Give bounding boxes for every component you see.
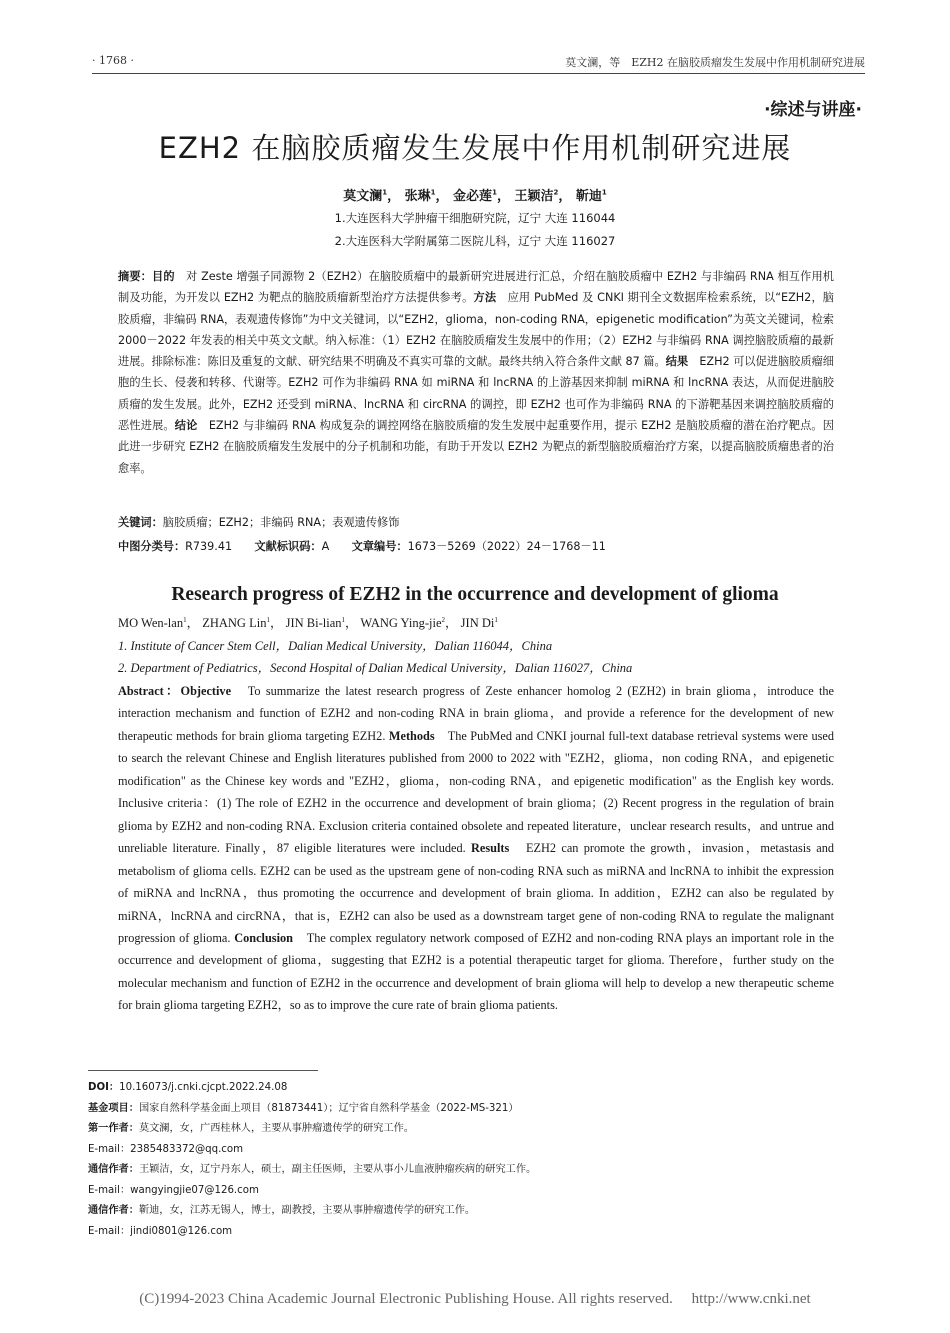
fund-line xyxy=(88,1099,519,1114)
methods-label-en: Methods xyxy=(388,728,435,743)
authors-en: MO Wen-lan$^1$， ZHANG Lin$^1$， JIN Bi-lian$^1$， WANG Ying-jie$^2$， JIN Di$^1$ xyxy=(118,615,498,630)
first-author-email: E-mail：2385483372@qq.com xyxy=(88,1144,244,1155)
results-label: 结果 xyxy=(665,355,689,369)
authors-cn: 莫文澜$^1$， 张琳$^1$， 金必莲$^1$， 王颖洁$^2$， 靳迪$^1$ xyxy=(343,188,607,204)
author-aff-mark: 1 xyxy=(183,615,187,624)
doi-label: DOI： xyxy=(88,1082,120,1093)
methods-text: 应用 PubMed 及 CNKI 期刊全文数据库检索系统，以“EZH2，脑胶质瘤，非编码 RNA，表观遗传修饰”为中文关键词，以“EZH2，glioma，non-coding RNA，epigenetic modification”为英文关键词，检索 2000－2022 年发表的相关中英文文献。纳入标准：（1）EZH2 在脑胶质瘤发生发展中的作用；（2）EZH2 与非编码 RNA 调控脑胶质瘤的最新进展。排除标准：陈旧及重复的文献、研究结果不明确及不真实可靠的文献。最终共纳入符合条件文献 87 篇。 xyxy=(118,291,834,369)
keywords-value: 脑胶质瘤；EZH2；非编码 RNA；表观遗传修饰 xyxy=(162,516,400,529)
doc-code-value: A xyxy=(321,540,330,553)
header-divider xyxy=(92,73,865,74)
corr1-label: 通信作者： xyxy=(88,1164,139,1175)
conclusion-text-en: The complex regulatory network composed of EZH2 and non-coding RNA plays an important role in the occurrence and development of glioma，suggesting that EZH2 is a potential therapeutic target for glioma. Therefore，further study on the molecular mechanism and function of EZH2 in the occurrence and development of brain glioma will help to develop a new therapeutic scheme for brain glioma targeting EZH2，so as to improve the cure rate of brain glioma patients. xyxy=(118,930,834,1013)
author-cn: 王颖洁 xyxy=(514,189,554,204)
affiliation-en-1: 1. Institute of Cancer Stem Cell，Dalian Medical University，Dalian 116044，China xyxy=(118,639,553,653)
running-title: 莫文澜，等 EZH2 在脑胶质瘤发生发展中作用机制研究进展 xyxy=(565,56,865,69)
objective-label: 目的 xyxy=(152,270,175,283)
corr2-label: 通信作者： xyxy=(88,1205,139,1216)
methods-text-en: The PubMed and CNKI journal full-text database retrieval systems were used to search the relevant Chinese and English literatures published from 2000 to 2022 with "EZH2，glioma，non coding RNA，and epigenetic modification" as the Chinese key words and "EZH2，glioma，non-coding RNA，and epigenetic modification" as the English key words. Inclusive criteria：(1) The role of EZH2 in the occurrence and development of brain glioma；(2) Recent progress in the regulation of brain glioma by EZH2 and non-coding RNA. Exclusion criteria contained obsolete and repeated literature，unclear research results，and untrue and unreliable literature. Finally，87 eligible literatures were included. xyxy=(118,728,834,856)
corresponding-author-2-email: E-mail：jindi0801@126.com xyxy=(88,1226,233,1237)
author-aff-mark: 1 xyxy=(492,188,497,197)
fund-label: 基金项目： xyxy=(88,1103,139,1114)
keywords-cn xyxy=(118,514,834,530)
author-aff-mark: 1 xyxy=(494,615,498,624)
conclusion-label: 结论 xyxy=(174,419,198,433)
objective-text: 对 Zeste 增强子同源物 2（EZH2）在脑胶质瘤中的最新研究进展进行汇总，介绍在脑胶质瘤中 EZH2 与非编码 RNA 相互作用机制及功能，为开发以 EZH2 为靶点的脑胶质瘤新型治疗方法提供参考。 xyxy=(118,270,834,305)
corresponding-author-1 xyxy=(88,1160,536,1175)
author-aff-mark: 2 xyxy=(553,188,559,197)
author-en: JIN Di xyxy=(460,616,495,630)
abstract-cn xyxy=(118,266,834,479)
affiliation-en-2: 2. Department of Pediatrics，Second Hospital of Dalian Medical University，Dalian 116027，China xyxy=(118,661,633,675)
classification-cn xyxy=(118,538,834,554)
copyright-notice: (C)1994-2023 China Academic Journal Electronic Publishing House. All rights reserved. http://www.cnki.net xyxy=(139,1291,811,1307)
article-no-value: 1673－5269（2022）24－1768－11 xyxy=(407,540,606,553)
author-aff-mark: 1 xyxy=(382,188,388,197)
author-aff-mark: 1 xyxy=(430,188,436,197)
doi-value: 10.16073/j.cnki.cjcpt.2022.24.08 xyxy=(119,1082,288,1093)
author-en: JIN Bi-lian xyxy=(285,616,342,630)
corresponding-author-1-email: E-mail：wangyingjie07@126.com xyxy=(88,1185,259,1196)
objective-label-en: Objective xyxy=(180,684,232,698)
objective-text-en: To summarize the latest research progress of Zeste enhancer homolog 2 (EZH2) in brain glioma，introduce the interaction mechanism and function of EZH2 and non-coding RNA in brain glioma，and provide a reference for the development of new therapeutic methods for brain glioma targeting EZH2. xyxy=(118,684,834,743)
doc-code-label: 文献标识码： xyxy=(254,540,322,553)
article-no-label: 文章编号： xyxy=(351,540,408,553)
author-aff-mark: 1 xyxy=(341,615,345,624)
author-cn: 靳迪 xyxy=(575,189,602,204)
affiliation-cn-1: 1.大连医科大学肿瘤干细胞研究院，辽宁 大连 116044 xyxy=(334,211,616,225)
abstract-label-en: Abstract： xyxy=(118,684,181,698)
corresponding-author-2 xyxy=(88,1201,475,1216)
abstract-label: 摘要： xyxy=(118,270,153,283)
author-cn: 张琳 xyxy=(404,189,431,204)
corr1-value: 王颖洁，女，辽宁丹东人，硕士，副主任医师，主要从事小儿血液肿瘤疾病的研究工作。 xyxy=(138,1164,537,1175)
author-aff-mark: 1 xyxy=(266,615,270,624)
results-text: EZH2 可以促进脑胶质瘤细胞的生长、侵袭和转移、代谢等。EZH2 可作为非编码 RNA 如 miRNA 和 lncRNA 的上游基因来抑制 miRNA 和 lncRNA 表达，从而促进脑胶质瘤的发生发展。此外，EZH2 还受到 miRNA、lncRNA 和 circRNA 的调控，即 EZH2 也可作为非编码 RNA 的下游靶基因来调控脑胶质瘤的恶性进展。 xyxy=(118,355,834,433)
author-aff-mark: 1 xyxy=(601,188,607,197)
author-en: WANG Ying-jie xyxy=(360,616,442,630)
results-text-en: EZH2 can promote the growth，invasion，metastasis and metabolism of glioma cells. EZH2 can be used as the upstream gene of non-coding RNA such as miRNA and lncRNA to inhibit the expression of miRNA and lncRNA，thus promoting the occurrence and development of brain glioma. In addition，EZH2 can also be regulated by miRNA，lncRNA and circRNA，that is，EZH2 can also be used as a downstream target gene of non-coding RNA to regulate the malignant progression of glioma. xyxy=(118,841,834,945)
author-cn: 金必莲 xyxy=(453,189,493,204)
fund-value: 国家自然科学基金面上项目（81873441）；辽宁省自然科学基金（2022-MS-321） xyxy=(138,1103,519,1114)
affiliation-cn-2: 2.大连医科大学附属第二医院儿科，辽宁 大连 116027 xyxy=(334,234,616,248)
author-en: MO Wen-lan xyxy=(118,616,184,630)
corr2-value: 靳迪，女，江苏无锡人，博士，副教授，主要从事肿瘤遗传学的研究工作。 xyxy=(138,1205,476,1216)
first-author-label: 第一作者： xyxy=(88,1123,139,1134)
author-aff-mark: 2 xyxy=(441,615,446,624)
author-en: ZHANG Lin xyxy=(202,616,267,630)
conclusion-label-en: Conclusion xyxy=(234,930,293,945)
first-author-value: 莫文澜，女，广西桂林人，主要从事肿瘤遗传学的研究工作。 xyxy=(138,1123,414,1134)
article-title-cn: EZH2 在脑胶质瘤发生发展中作用机制研究进展 xyxy=(158,131,792,165)
results-label-en: Results xyxy=(471,841,510,856)
methods-label: 方法 xyxy=(473,291,497,305)
page-number: · 1768 · xyxy=(92,54,134,67)
author-cn: 莫文澜 xyxy=(343,189,383,204)
article-title-en: Research progress of EZH2 in the occurrence and development of glioma xyxy=(171,584,779,605)
column-tag: ·综述与讲座· xyxy=(764,100,862,120)
footnote-divider xyxy=(88,1070,318,1071)
keywords-label: 关键词： xyxy=(118,516,163,529)
clc-value: R739.41 xyxy=(185,540,233,553)
abstract-en xyxy=(118,680,834,1017)
first-author-line xyxy=(88,1119,414,1134)
conclusion-text: EZH2 与非编码 RNA 构成复杂的调控网络在脑胶质瘤的发生发展中起重要作用，提示 EZH2 是脑胶质瘤的潜在治疗靶点。因此进一步研究 EZH2 在脑胶质瘤发生发展中的分子机制和功能，有助于开发以 EZH2 为靶点的新型脑胶质瘤治疗方案，以提高脑胶质瘤患者的治愈率。 xyxy=(118,419,834,475)
doi-line xyxy=(88,1078,287,1093)
clc-label: 中图分类号： xyxy=(118,540,186,553)
